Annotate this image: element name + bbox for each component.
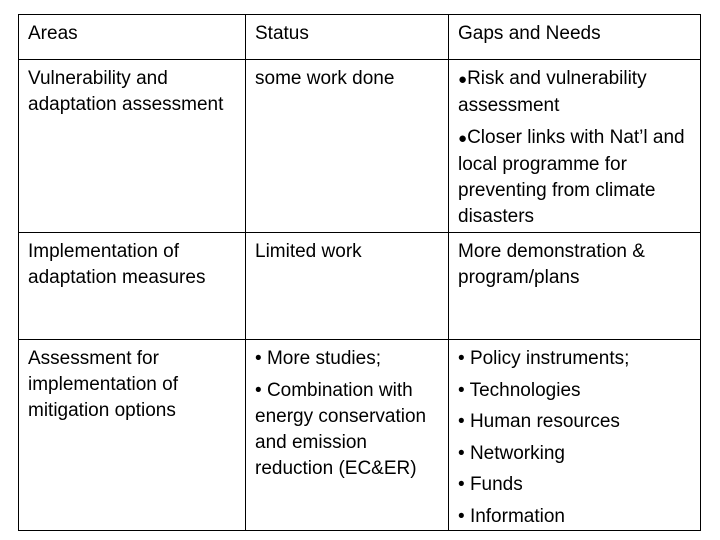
gap-text: Funds (469, 474, 523, 495)
gaps-cell (449, 60, 701, 233)
gap-text: Networking (469, 442, 565, 464)
table-row (19, 60, 701, 233)
status-cell: Limited work (246, 233, 449, 340)
status-item-text: Combination with energy conservation and emission reduction (EC&ER) (255, 379, 427, 479)
list-item: • Technologies (458, 379, 581, 401)
list-item (458, 125, 692, 230)
gaps-needs-table (18, 14, 701, 531)
area-cell: Implementation of adaptation measures (19, 233, 246, 340)
gaps-list (458, 346, 692, 530)
bullet-dot-icon: ● (458, 71, 468, 88)
gap-text: Policy instruments; (469, 348, 630, 369)
bullet-dot-icon: ● (458, 130, 468, 147)
table-row (19, 233, 701, 340)
gap-text: Risk and vulnerability assessment (458, 68, 647, 116)
gap-text: Human resources (469, 411, 620, 432)
list-item: • Human resources (458, 411, 620, 432)
list-item: • Funds (458, 474, 523, 495)
list-item: • Policy instruments; (458, 348, 630, 369)
table-row (19, 340, 701, 531)
list-item: • More studies; (255, 348, 381, 369)
gap-text: Technologies (469, 379, 581, 401)
list-item: • Information (458, 505, 565, 527)
gap-text: Closer links with Nat’l and local programme for preventing from climate disasters (458, 127, 685, 227)
status-list (255, 346, 440, 482)
gaps-cell (449, 340, 701, 531)
gap-text: Information (469, 505, 565, 527)
header-status: Status (246, 15, 449, 60)
area-cell: Assessment for implementation of mitigation options (19, 340, 246, 531)
header-areas: Areas (19, 15, 246, 60)
gaps-list (458, 66, 692, 230)
list-item: • Combination with energy conservation and emission reduction (EC&ER) (255, 379, 427, 479)
gaps-cell: More demonstration & program/plans (449, 233, 701, 340)
status-cell (246, 340, 449, 531)
list-item: • Networking (458, 442, 565, 464)
header-gaps-needs: Gaps and Needs (449, 15, 701, 60)
table-header-row (19, 15, 701, 60)
status-item-text: More studies; (266, 348, 381, 369)
area-cell: Vulnerability and adaptation assessment (19, 60, 246, 233)
list-item (458, 66, 692, 119)
status-cell: some work done (246, 60, 449, 233)
